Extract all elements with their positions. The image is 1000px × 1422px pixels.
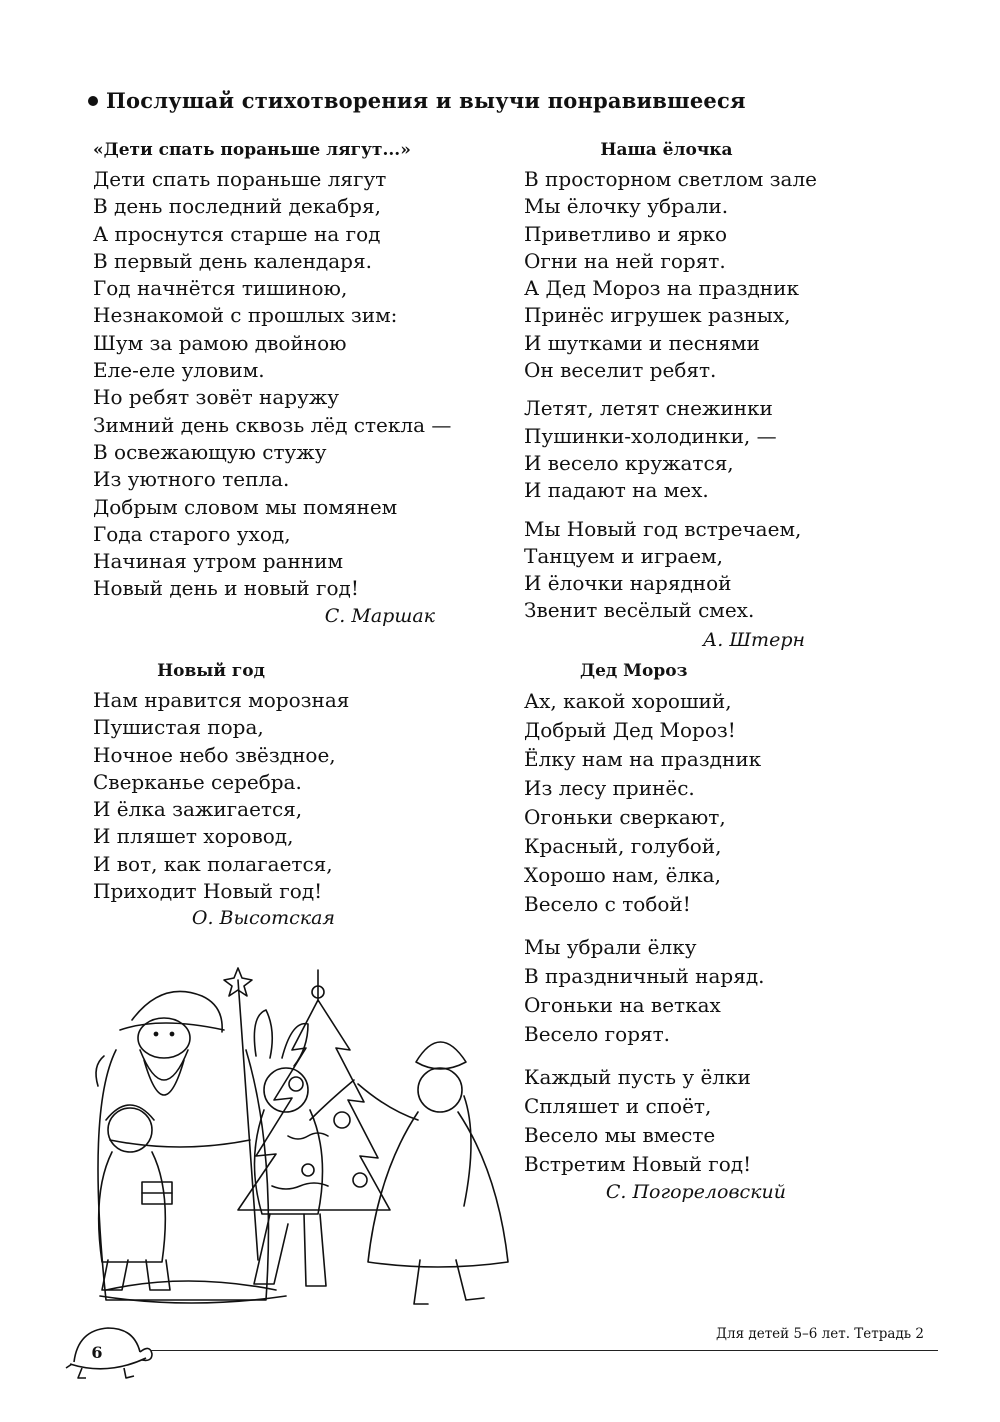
poem-line: В освежающую стужу bbox=[93, 439, 327, 464]
poem-line: И весело кружатся, bbox=[524, 450, 734, 475]
child-squirrel-figure bbox=[96, 1056, 172, 1290]
poem-line: Добрым словом мы помянем bbox=[93, 494, 398, 519]
poem-line: В первый день календаря. bbox=[93, 248, 372, 273]
poem-line: Ночное небо звёздное, bbox=[93, 742, 336, 767]
poem-line: Новый день и новый год! bbox=[93, 576, 359, 601]
poem-author: С. Погореловский bbox=[605, 1181, 786, 1203]
poem-line: Пушистая пора, bbox=[93, 715, 264, 740]
stanza bbox=[93, 687, 350, 905]
poem-title: «Дети спать пораньше лягут...» bbox=[93, 140, 411, 160]
poem-line: Ёлку нам на праздник bbox=[524, 747, 762, 771]
poem-line: И ёлочки нарядной bbox=[524, 571, 732, 596]
poem-line: Из уютного тепла. bbox=[93, 467, 290, 492]
poem-line: Звенит весёлый смех. bbox=[524, 598, 755, 623]
stanza bbox=[524, 1063, 786, 1179]
stanza bbox=[524, 395, 805, 504]
poem-line: Он веселит ребят. bbox=[524, 358, 717, 383]
poem-line: Танцуем и играем, bbox=[524, 543, 723, 568]
poem-line: Огоньки сверкают, bbox=[524, 805, 726, 829]
poem-line: Еле-еле уловим. bbox=[93, 358, 265, 383]
poem-title: Наша ёлочка bbox=[600, 140, 733, 160]
poem-line: Мы ёлочку убрали. bbox=[524, 194, 729, 219]
stanza bbox=[524, 166, 818, 384]
poem-line: Хорошо нам, ёлка, bbox=[524, 863, 721, 887]
poem-line: Сверканье серебра. bbox=[93, 769, 302, 794]
poem-line: В день последний декабря, bbox=[93, 194, 381, 219]
poem-body bbox=[524, 687, 786, 1179]
snow-maiden-figure bbox=[358, 1042, 508, 1304]
poem-line: В просторном светлом зале bbox=[524, 167, 818, 191]
poem-line: Каждый пусть у ёлки bbox=[524, 1065, 751, 1089]
poem-line: Весело мы вместе bbox=[524, 1123, 716, 1147]
page-number: 6 bbox=[91, 1343, 103, 1362]
poem-line: Мы Новый год встречаем, bbox=[524, 516, 802, 541]
poem-novyi-god bbox=[93, 661, 350, 930]
footer-caption: Для детей 5–6 лет. Тетрадь 2 bbox=[716, 1326, 924, 1342]
poem-line: Встретим Новый год! bbox=[524, 1152, 752, 1176]
christmas-tree-icon bbox=[238, 970, 390, 1210]
poem-line: Нам нравится морозная bbox=[93, 688, 350, 712]
poem-line: Начиная утром ранним bbox=[93, 549, 344, 574]
new-year-illustration bbox=[60, 960, 540, 1320]
poem-line: И падают на мех. bbox=[524, 478, 709, 503]
stanza bbox=[93, 166, 452, 603]
turtle-icon bbox=[64, 1306, 154, 1386]
poem-line: Из лесу принёс. bbox=[524, 776, 695, 800]
poem-line: Зимний день сквозь лёд стекла — bbox=[93, 412, 452, 437]
poem-line: Огни на ней горят. bbox=[524, 248, 726, 273]
poem-title: Дед Мороз bbox=[580, 661, 688, 681]
poem-line: И ёлка зажигается, bbox=[93, 797, 303, 822]
poem-line: Весело горят. bbox=[524, 1022, 671, 1046]
poem-nasha-yolochka bbox=[524, 140, 818, 652]
poem-line: Мы убрали ёлку bbox=[524, 935, 697, 959]
poem-line: Весело с тобой! bbox=[524, 892, 691, 916]
poem-line: Принёс игрушек разных, bbox=[524, 303, 791, 328]
poem-line: Приходит Новый год! bbox=[93, 879, 323, 904]
poem-line: А Дед Мороз на праздник bbox=[524, 276, 799, 301]
footer-divider bbox=[150, 1350, 938, 1351]
poem-line: Пушинки-холодинки, — bbox=[524, 423, 777, 448]
poem-author: А. Штерн bbox=[702, 628, 805, 651]
poem-line: В праздничный наряд. bbox=[524, 964, 765, 988]
poem-body bbox=[524, 166, 818, 625]
poem-line: Добрый Дед Мороз! bbox=[524, 718, 736, 742]
stanza bbox=[524, 933, 786, 1049]
poem-deti-spat bbox=[93, 140, 452, 628]
stanza bbox=[524, 516, 805, 625]
poem-line: Спляшет и споёт, bbox=[524, 1094, 712, 1118]
poem-line: И пляшет хоровод, bbox=[93, 824, 294, 849]
poem-line: Год начнётся тишиною, bbox=[93, 276, 348, 301]
stanza bbox=[524, 687, 786, 919]
poem-line: Ах, какой хороший, bbox=[524, 689, 732, 713]
poem-line: Красный, голубой, bbox=[524, 834, 722, 858]
poem-line: Года старого уход, bbox=[93, 521, 291, 546]
poem-line: Незнакомой с прошлых зим: bbox=[93, 303, 398, 328]
page-heading: Послушай стихотворения и выучи понравившееся bbox=[88, 88, 746, 113]
poem-line: Приветливо и ярко bbox=[524, 221, 728, 246]
poem-line: А проснутся старше на год bbox=[93, 221, 381, 246]
poem-body bbox=[93, 687, 350, 905]
poem-ded-moroz bbox=[524, 661, 786, 1204]
poem-author: С. Маршак bbox=[324, 604, 435, 627]
poem-line: Дети спать пораньше лягут bbox=[93, 167, 387, 191]
poem-line: Шум за рамою двойною bbox=[93, 330, 347, 355]
poem-body bbox=[93, 166, 452, 603]
poem-line: И вот, как полагается, bbox=[93, 851, 333, 876]
bullet-icon bbox=[88, 96, 98, 106]
poem-line: Но ребят зовёт наружу bbox=[93, 385, 340, 410]
poem-line: И шутками и песнями bbox=[524, 330, 760, 355]
poem-title: Новый год bbox=[157, 661, 265, 681]
poem-author: О. Высотская bbox=[191, 907, 335, 930]
poem-line: Огоньки на ветках bbox=[524, 993, 721, 1017]
poem-line: Летят, летят снежинки bbox=[524, 396, 773, 421]
